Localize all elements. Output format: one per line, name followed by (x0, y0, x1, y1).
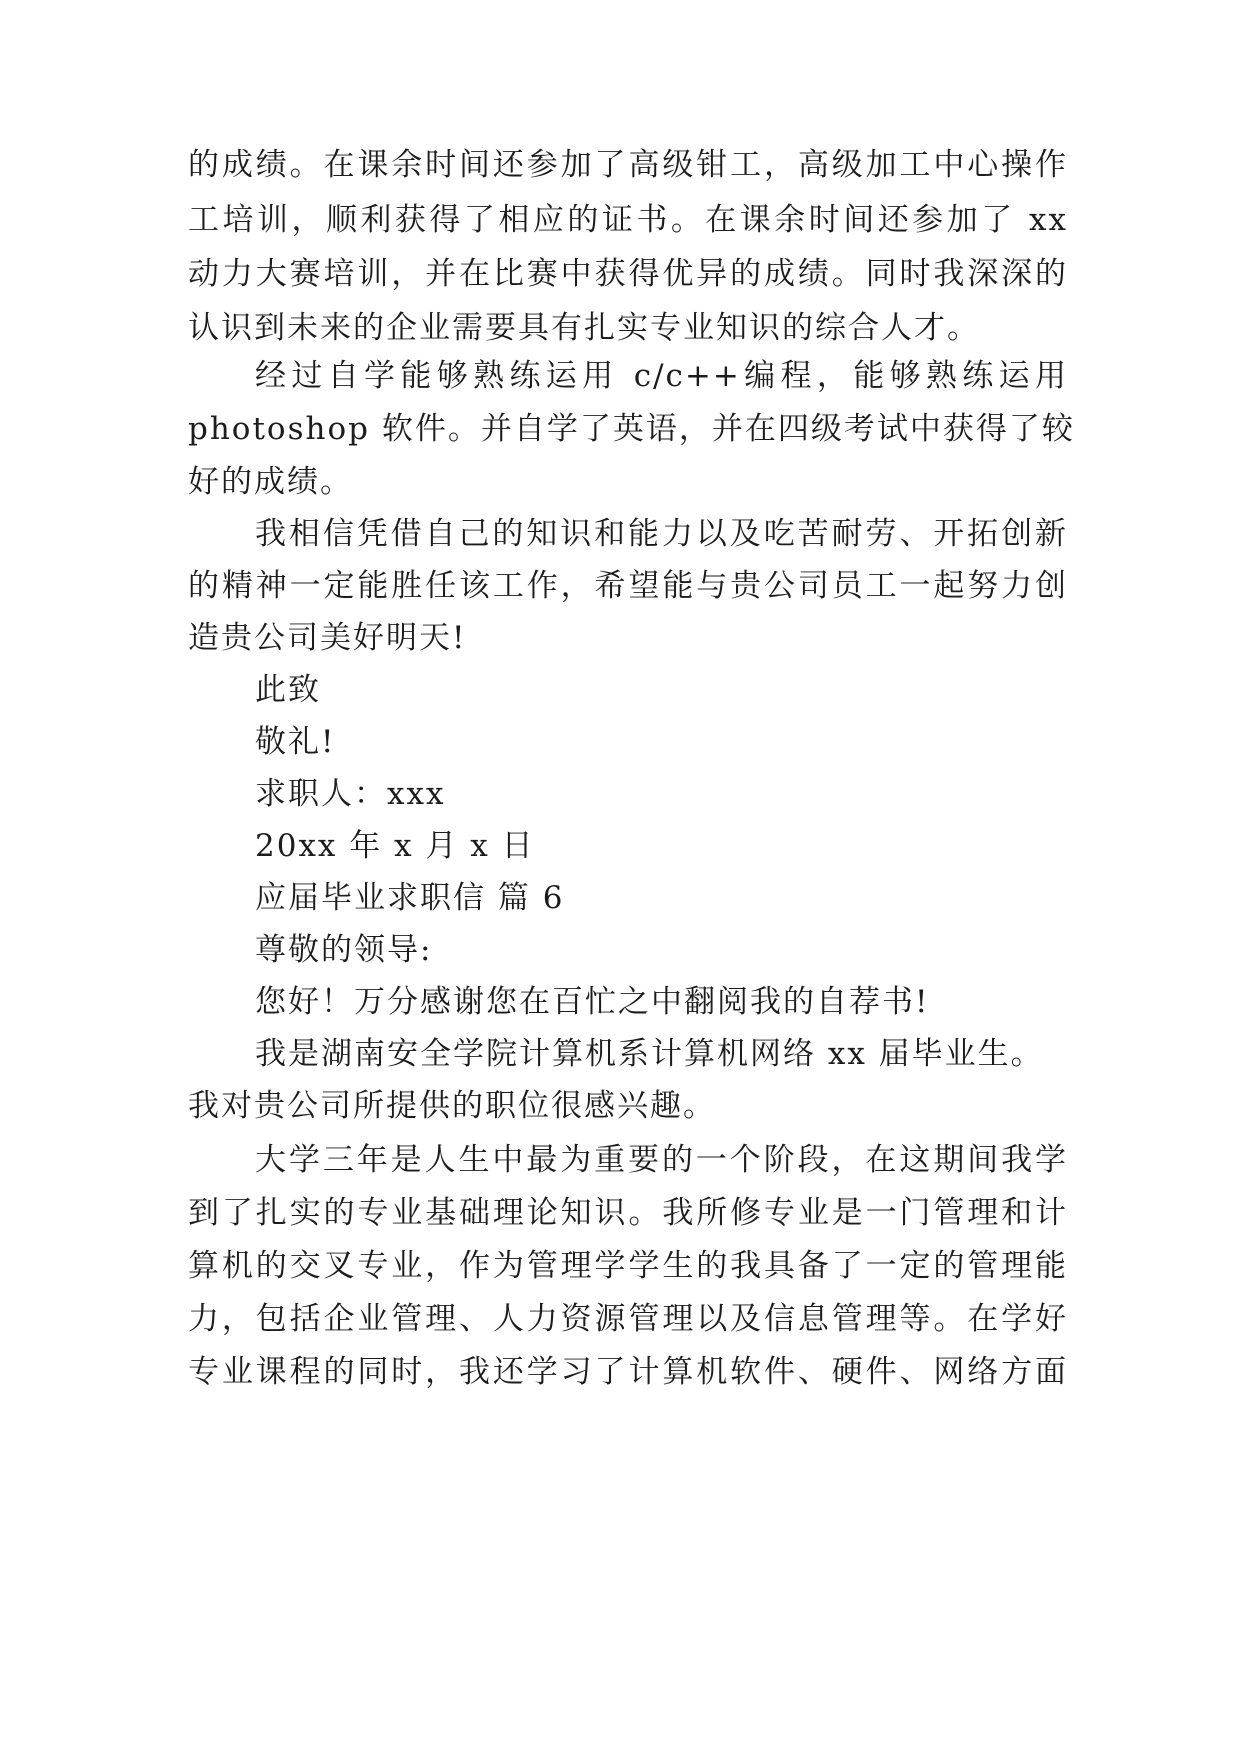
text-line-7: 好的成绩。 (188, 464, 353, 500)
text-line-8: 我相信凭借自己的知识和能力以及吃苦耐劳、开拓创新 (255, 516, 1068, 552)
section-heading: 应届毕业求职信 篇 6 (255, 880, 565, 916)
letter-greeting: 尊敬的领导: (255, 932, 433, 968)
signature-date: 20xx 年 x 月 x 日 (255, 828, 535, 864)
text-line-10: 造贵公司美好明天! (188, 620, 467, 656)
text-line-22: 算机的交叉专业，作为管理学学生的我具备了一定的管理能 (188, 1248, 1068, 1284)
text-line-24: 专业课程的同时，我还学习了计算机软件、硬件、网络方面 (188, 1354, 1068, 1390)
text-line-9: 的精神一定能胜任该工作，希望能与贵公司员工一起努力创 (188, 568, 1068, 604)
text-line-5: 经过自学能够熟练运用 c/c++编程，能够熟练运用 (255, 358, 1068, 394)
closing-regards: 敬礼! (255, 724, 336, 760)
text-line-1: 的成绩。在课余时间还参加了高级钳工，高级加工中心操作 (188, 147, 1068, 183)
text-line-3: 动力大赛培训，并在比赛中获得优异的成绩。同时我深深的 (188, 256, 1068, 292)
signature-applicant: 求职人：xxx (255, 776, 446, 812)
text-line-18: 我是湖南安全学院计算机系计算机网络 xx 届毕业生。 (255, 1036, 1044, 1072)
text-line-6: photoshop 软件。并自学了英语，并在四级考试中获得了较 (188, 411, 1075, 447)
text-line-4: 认识到未来的企业需要具有扎实专业知识的综合人才。 (188, 310, 980, 346)
text-line-2: 工培训，顺利获得了相应的证书。在课余时间还参加了 xx (188, 202, 1068, 238)
text-line-21: 到了扎实的专业基础理论知识。我所修专业是一门管理和计 (188, 1195, 1068, 1231)
text-line-20: 大学三年是人生中最为重要的一个阶段，在这期间我学 (255, 1142, 1068, 1178)
text-line-17: 您好！万分感谢您在百忙之中翻阅我的自荐书! (255, 984, 930, 1020)
closing-salutation: 此致 (255, 672, 321, 708)
text-line-23: 力，包括企业管理、人力资源管理以及信息管理等。在学好 (188, 1301, 1068, 1337)
text-line-19: 我对贵公司所提供的职位很感兴趣。 (188, 1088, 716, 1124)
